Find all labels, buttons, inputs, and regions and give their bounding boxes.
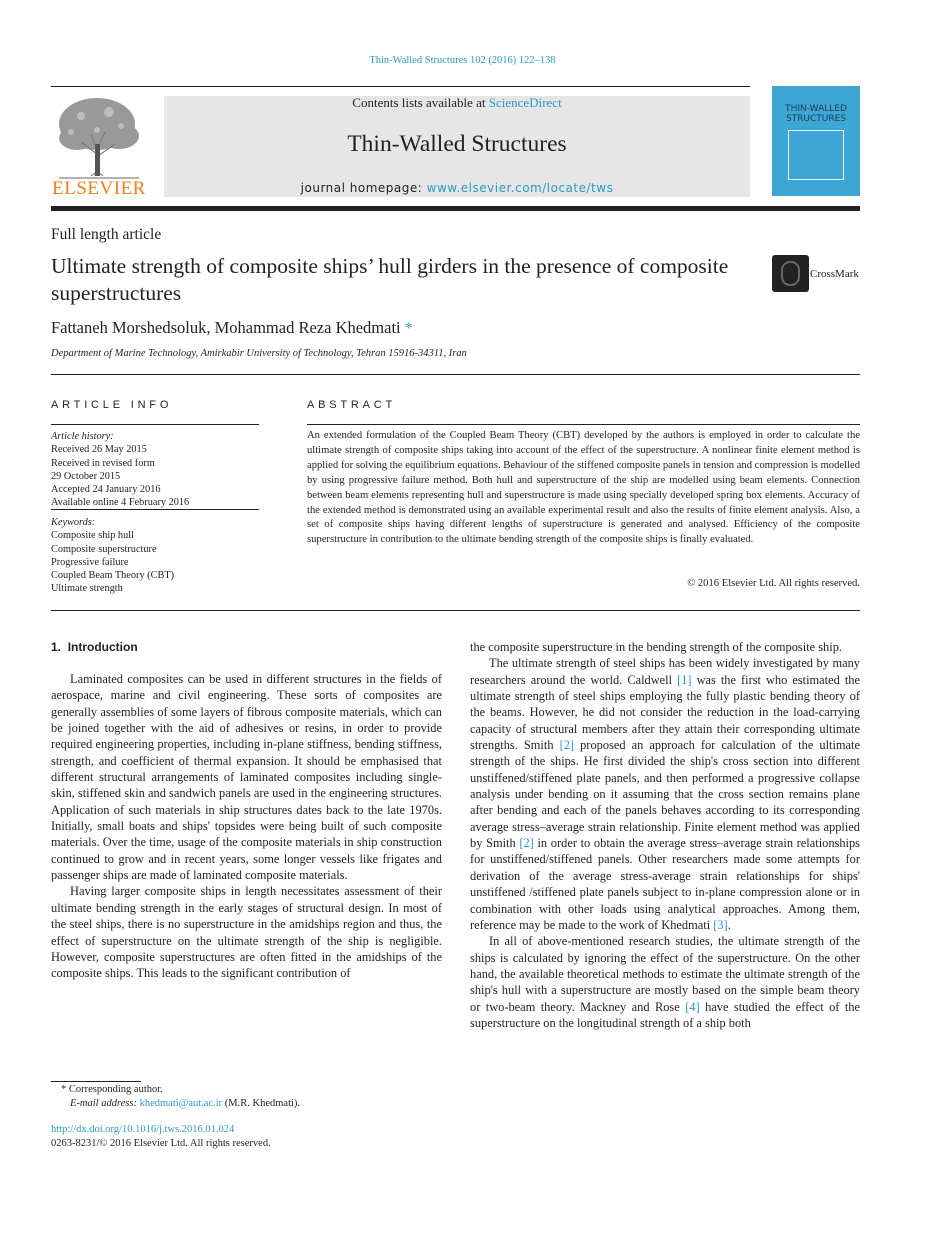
history-label: Article history: [51,431,114,442]
homepage-prefix: journal homepage: [300,181,427,195]
citation-link[interactable]: [2] [519,836,534,851]
body-column-right [470,639,860,1031]
issn-line: 0263-8231/© 2016 Elsevier Ltd. All rights reserved. [51,1137,271,1149]
footnote-label: Corresponding author. [66,1084,163,1095]
sciencedirect-link[interactable]: ScienceDirect [488,95,562,110]
keyword-item: Ultimate strength [51,583,123,595]
citation-link[interactable]: [3] [713,917,728,932]
doi-link[interactable]: http://dx.doi.org/10.1016/j.tws.2016.01.024 [51,1124,235,1135]
citation-link[interactable]: [4] [685,999,700,1014]
article-info-heading: ARTICLE INFO [51,399,173,411]
journal-title: Thin-Walled Structures [347,131,567,157]
paragraph: the composite superstructure in the bending strength of the composite ship. [470,640,842,654]
email-label: E-mail address: [70,1098,140,1109]
contents-line [164,95,750,111]
body-column-left [51,639,442,982]
footnote-mark: * [61,1084,67,1095]
keywords [51,516,174,596]
article-history [51,430,189,510]
crossmark-symbol [781,261,800,286]
homepage-link[interactable]: www.elsevier.com/locate/tws [426,181,614,195]
abstract-rule [307,424,860,425]
publisher-name: ELSEVIER [52,178,146,199]
email-link[interactable]: khedmati@aut.ac.ir [139,1098,223,1109]
crossmark-label[interactable]: CrossMark [810,268,859,280]
keywords-label: Keywords: [51,517,96,528]
history-item: Received 26 May 2015 [51,444,147,456]
keyword-item: Composite superstructure [51,543,157,555]
journal-cover[interactable] [772,86,860,196]
corresponding-author-note [51,1083,300,1097]
contents-prefix: Contents lists available at [352,95,489,110]
text-run: was the first who estimated the ultimate strength of steel ships employing the fully plastic bending theory of the beams. However, he did not consider the reduction in the load-carrying capacity of structural members after they attain their corresponding ultimate strengths. Smith [470,672,860,753]
crossmark-icon[interactable] [772,255,809,292]
history-item: Received in revised form [51,457,155,469]
paragraph: Laminated composites can be used in different structures in the fields of aerospace, marine and civil engineering. These sorts of composites are generally assemblies of some layers of fibrous composite materials, which can be joined together with the aid of adhesives or resins, in order to provide required engineering properties, including in-plane stiffness, bending stiffness, strength, and coefficient of thermal expansion. It should be emphasised that different structural arrangements of laminated composites including single-skin, stiffened skin and sandwich panels are used in the engineering structures. Application of such materials in ship structures dates back to the late 1970s. Initially, small boats and ships' topsides were being built of such composite materials. Over the time, usage of the composite materials in ship construction continued to grow and in recent years, some longer vessels like frigates and passenger ships are made of laminated composite materials. [51,672,442,883]
abstract-heading: ABSTRACT [307,399,397,411]
divider-rule [51,374,860,375]
paragraph [470,655,860,933]
article-type: Full length article [51,226,162,243]
text-run: . [727,917,731,932]
keyword-item: Coupled Beam Theory (CBT) [51,570,175,582]
header-thick-rule [51,206,860,211]
abstract-text: An extended formulation of the Coupled Beam Theory (CBT) developed by the authors is employed in order to calculate the ultimate strength of composite ships taking into account of the effect of the superstructure. A nonlinear finite element method is applied for solving the equilibrium equations. Behaviour of the stiffened composite panels in tension and compression is modelled by using progressive failure method. Both hull and superstructure of the ship are modelled using beam elements. Connection between beam elements representing hull and superstructure is made using specially developed spring box elements. Accuracy of the extended method is demonstrated using an available experimental result and also the results of finite element analysis. Also, a set of composite ships having different lengths of superstructure is generated and analysed. Efficiency of the composite superstructure in contribution to the ultimate bending strength of the composite ships is finally evaluated. [307,430,860,546]
authors [51,318,413,338]
email-name: (M.R. Khedmati). [222,1098,301,1109]
info-rule [51,424,259,425]
header-rule [51,86,750,87]
text-run: in order to obtain the average stress–average strain relationships for unstiffened/stiffened panels. Other researchers made some attempts for derivation of the average stress-average strain relationships for ships' unstiffened /stiffened plate panels subject to in-plane compression alone or in combination with other loads using analytical approaches. Among them, reference may be made to the work of Khedmati [470,836,861,932]
text-run: The ultimate strength of steel ships has been widely investigated by many researchers around the world. Caldwell [470,656,860,687]
paragraph [470,933,860,1031]
paragraph: Having larger composite ships in length necessitates assessment of their ultimate bending strength in the early stages of structural design. In most of the steel ships, there is no superstructure in the amidships region and thus, the effect of superstructure on the ultimate strength of the ship is negligible. However, composite superstructures are often fitted in the amidships of the composite ships. This leads to the significant contribution of [51,884,442,981]
journal-reference[interactable]: Thin-Walled Structures 102 (2016) 122–138 [369,55,556,66]
cover-image-box [788,130,844,180]
affiliation: Department of Marine Technology, Amirkabir University of Technology, Tehran 15916-34311, Iran [51,348,467,359]
homepage-line [164,181,750,195]
section-heading [51,639,442,655]
email-line [51,1097,300,1111]
history-item: Accepted 24 January 2016 [51,484,161,496]
keyword-item: Progressive failure [51,556,129,568]
citation-link[interactable]: [1] [677,672,692,687]
citation-link[interactable]: [2] [559,738,575,753]
history-item: 29 October 2015 [51,470,121,482]
section-number: 1. [51,640,62,654]
footnote [51,1083,300,1111]
abstract-copyright: © 2016 Elsevier Ltd. All rights reserved. [687,578,860,589]
text-run: have studied the effect of the superstructure on the longitudinal strength of a ship both [470,999,860,1030]
footnote-rule [51,1081,141,1082]
history-item: Available online 4 February 2016 [51,497,190,509]
cover-title: THIN-WALLED STRUCTURES [785,104,847,124]
divider-rule [51,610,860,611]
text-run: In all of above-mentioned research studies, the ultimate strength of the ships is calculated by ignoring the effect of the superstructure. On the other hand, the available theoretical methods to estimate the ultimate strength of the ship's hull with a superstructure are mostly based on the simple beam theory or two-beam theory. Mackney and Rose [470,934,860,1014]
section-title: Introduction [67,640,138,654]
text-run: proposed an approach for calculation of the ultimate strength of the ships. He first divided the ship's cross section into different unstiffened/stiffened plate panels, and then performed a progressive collapse analysis under bending on it assuming that the cross section remains plane after bending and each of the panels behaves according to its corresponding average stress–average strain relationship. Finite element method was applied by Smith [470,738,860,851]
doi-block [51,1123,271,1150]
keyword-item: Composite ship hull [51,530,134,542]
article-title: Ultimate strength of composite ships’ hull girders in the presence of composite superstructures [51,254,729,305]
corresponding-author-mark[interactable]: * [404,320,413,337]
info-rule-2 [51,509,259,510]
author-names: Fattaneh Morshedsoluk, Mohammad Reza Khedmati [51,318,401,337]
